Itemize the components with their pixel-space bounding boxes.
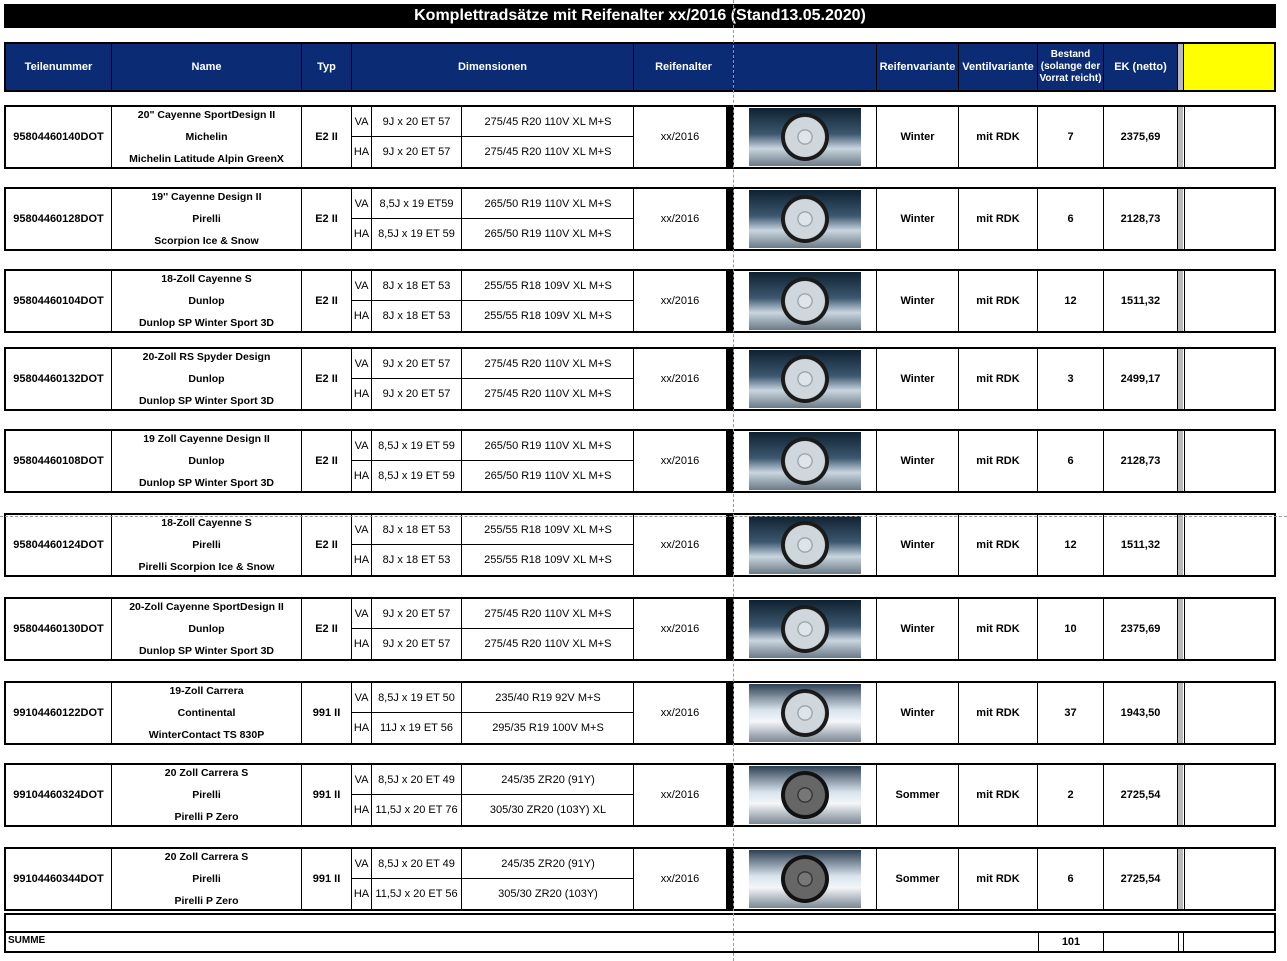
extra-cell: [1184, 683, 1274, 743]
ek-cell: 2725,54: [1104, 765, 1178, 825]
wheel-photo: [749, 190, 861, 248]
reifenvariante-cell: Winter: [877, 189, 959, 249]
rear-axle-row: [352, 629, 634, 659]
rim-size: 8J x 18 ET 53: [372, 271, 462, 301]
wheel-icon: [781, 437, 829, 485]
wheel-name: 20 Zoll Carrera S: [164, 767, 249, 779]
reifenvariante-cell: Winter: [877, 515, 959, 575]
wheel-photo: [749, 600, 861, 658]
gray-edge: [1178, 349, 1183, 409]
typ-cell: E2 II: [302, 349, 352, 409]
extra-cell: [1184, 765, 1274, 825]
typ-cell: E2 II: [302, 599, 352, 659]
bestand-cell: 12: [1038, 515, 1104, 575]
tire-brand: Pirelli: [192, 539, 221, 551]
tire-brand: Continental: [177, 707, 236, 719]
tire-model: Pirelli P Zero: [174, 811, 239, 823]
extra-cell: [1184, 515, 1274, 575]
wheel-photo: [749, 684, 861, 742]
typ-cell: E2 II: [302, 515, 352, 575]
dimensions-cell: [352, 107, 634, 167]
header-name: Name: [112, 44, 302, 90]
name-cell: [112, 107, 302, 167]
gray-edge: [1178, 849, 1183, 909]
teilenummer-cell: 99104460344DOT: [6, 849, 112, 909]
table-row: [4, 597, 1276, 661]
name-cell: [112, 271, 302, 331]
wheel-name: 20 Zoll Carrera S: [164, 851, 249, 863]
axle-label: HA: [352, 629, 372, 659]
bestand-cell: 2: [1038, 765, 1104, 825]
name-cell: [112, 849, 302, 909]
header-dimensionen: Dimensionen: [352, 44, 634, 90]
gray-edge: [1178, 515, 1183, 575]
reifenalter-cell: xx/2016: [660, 131, 700, 143]
rear-axle-row: [352, 879, 634, 909]
wheel-icon: [781, 689, 829, 737]
extra-cell: [1184, 431, 1274, 491]
reifenalter-cell: xx/2016: [660, 707, 700, 719]
tire-size: 275/45 R20 110V XL M+S: [484, 358, 612, 370]
axle-label: VA: [352, 107, 372, 137]
axle-label: VA: [352, 349, 372, 379]
tire-brand: Dunlop: [188, 623, 225, 635]
tire-size: 255/55 R18 109V XL M+S: [484, 524, 612, 536]
header-bild: [734, 44, 877, 90]
wheel-photo: [749, 766, 861, 824]
dimensions-cell: [352, 431, 634, 491]
extra-cell: [1184, 349, 1274, 409]
rim-size: 8J x 18 ET 53: [372, 545, 462, 575]
teilenummer-cell: 95804460132DOT: [6, 349, 112, 409]
ek-cell: 2128,73: [1104, 431, 1178, 491]
bestand-cell: 7: [1038, 107, 1104, 167]
front-axle-row: [352, 599, 634, 629]
reifenalter-cell: xx/2016: [660, 539, 700, 551]
typ-cell: 991 II: [302, 683, 352, 743]
table-row: [4, 187, 1276, 251]
axle-label: VA: [352, 849, 372, 879]
sum-row: [4, 913, 1276, 953]
rim-size: 11J x 19 ET 56: [372, 713, 462, 743]
rear-axle-row: [352, 461, 634, 491]
tire-brand: Pirelli: [192, 873, 221, 885]
tire-size: 255/55 R18 109V XL M+S: [484, 280, 612, 292]
name-cell: [112, 765, 302, 825]
dimensions-cell: [352, 189, 634, 249]
teilenummer-cell: 95804460124DOT: [6, 515, 112, 575]
tire-size: 295/35 R19 100V M+S: [492, 722, 604, 734]
wheel-name: 20-Zoll RS Spyder Design: [142, 351, 271, 363]
rim-size: 8,5J x 19 ET 50: [372, 683, 462, 713]
rear-axle-row: [352, 379, 634, 409]
tire-brand: Dunlop: [188, 373, 225, 385]
bestand-cell: 6: [1038, 431, 1104, 491]
front-axle-row: [352, 349, 634, 379]
bestand-cell: 3: [1038, 349, 1104, 409]
tire-model: Michelin Latitude Alpin GreenX: [129, 153, 284, 165]
image-cell: [734, 515, 877, 575]
header-teilenummer: Teilenummer: [6, 44, 112, 90]
gray-edge: [1178, 107, 1183, 167]
dimensions-cell: [352, 599, 634, 659]
wheel-icon: [781, 355, 829, 403]
rear-axle-row: [352, 795, 634, 825]
dimensions-cell: [352, 849, 634, 909]
tire-size: 275/45 R20 110V XL M+S: [484, 116, 612, 128]
bestand-cell: 6: [1038, 849, 1104, 909]
tire-size: 255/55 R18 109V XL M+S: [484, 554, 612, 566]
name-cell: [112, 349, 302, 409]
axle-label: HA: [352, 545, 372, 575]
ek-cell: 2375,69: [1104, 599, 1178, 659]
table-row: [4, 513, 1276, 577]
extra-cell: [1184, 849, 1274, 909]
table-row: [4, 347, 1276, 411]
ventilvariante-cell: mit RDK: [959, 349, 1038, 409]
rim-size: 9J x 20 ET 57: [372, 107, 462, 137]
rear-axle-row: [352, 545, 634, 575]
page-title: Komplettradsätze mit Reifenalter xx/2016 (Stand13.05.2020): [4, 4, 1276, 28]
name-cell: [112, 431, 302, 491]
rim-size: 8J x 18 ET 53: [372, 515, 462, 545]
rim-size: 8,5J x 19 ET 59: [372, 431, 462, 461]
axle-label: VA: [352, 515, 372, 545]
page-break-vertical: [733, 0, 734, 961]
axle-label: HA: [352, 379, 372, 409]
reifenalter-cell: xx/2016: [660, 295, 700, 307]
image-cell: [734, 107, 877, 167]
wheel-icon: [781, 605, 829, 653]
wheel-name: 20" Cayenne SportDesign II: [137, 109, 276, 121]
wheel-icon: [781, 771, 829, 819]
table-row: [4, 847, 1276, 911]
front-axle-row: [352, 271, 634, 301]
tire-size: 275/45 R20 110V XL M+S: [484, 638, 612, 650]
table-row: [4, 763, 1276, 827]
teilenummer-cell: 95804460140DOT: [6, 107, 112, 167]
image-cell: [734, 431, 877, 491]
reifenalter-cell: xx/2016: [660, 455, 700, 467]
ventilvariante-cell: mit RDK: [959, 849, 1038, 909]
extra-cell: [1184, 271, 1274, 331]
header-reifenalter: Reifenalter: [634, 44, 734, 90]
image-cell: [734, 189, 877, 249]
table-row: [4, 105, 1276, 169]
tire-size: 245/35 ZR20 (91Y): [501, 774, 595, 786]
gray-edge: [1178, 683, 1183, 743]
axle-label: VA: [352, 683, 372, 713]
gray-edge: [1178, 765, 1183, 825]
axle-label: VA: [352, 431, 372, 461]
rear-axle-row: [352, 137, 634, 167]
dimensions-cell: [352, 765, 634, 825]
wheel-name: 20-Zoll Cayenne SportDesign II: [129, 601, 284, 613]
dimensions-cell: [352, 683, 634, 743]
gray-edge: [1178, 431, 1183, 491]
tire-size: 265/50 R19 110V XL M+S: [484, 440, 612, 452]
table-row: [4, 681, 1276, 745]
wheel-photo: [749, 108, 861, 166]
reifenalter-cell: xx/2016: [660, 213, 700, 225]
tire-size: 265/50 R19 110V XL M+S: [484, 470, 612, 482]
tire-size: 265/50 R19 110V XL M+S: [484, 228, 612, 240]
rim-size: 8,5J x 20 ET 49: [372, 765, 462, 795]
teilenummer-cell: 95804460130DOT: [6, 599, 112, 659]
teilenummer-cell: 95804460104DOT: [6, 271, 112, 331]
typ-cell: E2 II: [302, 189, 352, 249]
wheel-photo: [749, 850, 861, 908]
tire-size: 305/30 ZR20 (103Y): [498, 888, 598, 900]
reifenvariante-cell: Winter: [877, 107, 959, 167]
axle-label: HA: [352, 219, 372, 249]
ek-cell: 2499,17: [1104, 349, 1178, 409]
extra-cell: [1184, 599, 1274, 659]
dimensions-cell: [352, 271, 634, 331]
extra-cell: [1184, 107, 1274, 167]
gray-edge: [1178, 599, 1183, 659]
image-cell: [734, 849, 877, 909]
name-cell: [112, 189, 302, 249]
rear-axle-row: [352, 301, 634, 331]
image-cell: [734, 683, 877, 743]
reifenvariante-cell: Winter: [877, 271, 959, 331]
tire-size: 275/45 R20 110V XL M+S: [484, 388, 612, 400]
image-cell: [734, 765, 877, 825]
tire-brand: Dunlop: [188, 295, 225, 307]
name-cell: [112, 599, 302, 659]
tire-brand: Pirelli: [192, 789, 221, 801]
wheel-photo: [749, 516, 861, 574]
typ-cell: E2 II: [302, 107, 352, 167]
typ-cell: 991 II: [302, 765, 352, 825]
ventilvariante-cell: mit RDK: [959, 765, 1038, 825]
rim-size: 8,5J x 19 ET59: [372, 189, 462, 219]
dimensions-cell: [352, 515, 634, 575]
table-row: [4, 429, 1276, 493]
header-highlight-cell: [1184, 44, 1274, 90]
front-axle-row: [352, 765, 634, 795]
table-header: [4, 42, 1276, 92]
axle-label: HA: [352, 137, 372, 167]
typ-cell: E2 II: [302, 431, 352, 491]
ventilvariante-cell: mit RDK: [959, 683, 1038, 743]
rim-size: 9J x 20 ET 57: [372, 379, 462, 409]
front-axle-row: [352, 515, 634, 545]
sum-label: SUMME: [8, 935, 46, 946]
ek-cell: 2725,54: [1104, 849, 1178, 909]
axle-label: VA: [352, 599, 372, 629]
reifenalter-cell: xx/2016: [660, 623, 700, 635]
header-reifenvariante: Reifenvariante: [877, 44, 959, 90]
tire-brand: Dunlop: [188, 455, 225, 467]
page-break-horizontal: [0, 516, 1287, 517]
axle-label: HA: [352, 795, 372, 825]
typ-cell: 991 II: [302, 849, 352, 909]
rim-size: 8,5J x 20 ET 49: [372, 849, 462, 879]
gray-edge: [1178, 271, 1183, 331]
sum-spacer: [6, 915, 1274, 933]
front-axle-row: [352, 431, 634, 461]
tire-model: Dunlop SP Winter Sport 3D: [138, 477, 275, 489]
tire-model: Scorpion Ice & Snow: [154, 235, 259, 247]
tire-model: Dunlop SP Winter Sport 3D: [138, 317, 275, 329]
front-axle-row: [352, 107, 634, 137]
reifenvariante-cell: Winter: [877, 683, 959, 743]
rim-size: 11,5J x 20 ET 56: [372, 879, 462, 909]
wheel-name: 19'' Cayenne Design II: [151, 191, 262, 203]
tire-size: 245/35 ZR20 (91Y): [501, 858, 595, 870]
reifenvariante-cell: Winter: [877, 349, 959, 409]
bestand-cell: 37: [1038, 683, 1104, 743]
rim-size: 9J x 20 ET 57: [372, 137, 462, 167]
teilenummer-cell: 99104460122DOT: [6, 683, 112, 743]
axle-label: HA: [352, 879, 372, 909]
header-bestand: Bestand (solange der Vorrat reicht): [1038, 44, 1104, 90]
tire-model: Dunlop SP Winter Sport 3D: [138, 645, 275, 657]
ventilvariante-cell: mit RDK: [959, 431, 1038, 491]
tire-size: 265/50 R19 110V XL M+S: [484, 198, 612, 210]
wheel-name: 18-Zoll Cayenne S: [161, 273, 252, 285]
teilenummer-cell: 95804460108DOT: [6, 431, 112, 491]
sum-gray-edge: [1178, 933, 1184, 951]
bestand-cell: 12: [1038, 271, 1104, 331]
image-cell: [734, 599, 877, 659]
reifenalter-cell: xx/2016: [660, 789, 700, 801]
wheel-name: 18-Zoll Cayenne S: [161, 517, 252, 529]
name-cell: [112, 515, 302, 575]
axle-label: HA: [352, 301, 372, 331]
wheel-icon: [781, 113, 829, 161]
tire-brand: Pirelli: [192, 213, 221, 225]
gray-edge: [1178, 189, 1183, 249]
bestand-cell: 10: [1038, 599, 1104, 659]
typ-cell: E2 II: [302, 271, 352, 331]
ek-cell: 2375,69: [1104, 107, 1178, 167]
ek-cell: 1511,32: [1104, 515, 1178, 575]
rim-size: 9J x 20 ET 57: [372, 599, 462, 629]
front-axle-row: [352, 189, 634, 219]
tire-model: Pirelli P Zero: [174, 895, 239, 907]
tire-size: 235/40 R19 92V M+S: [495, 692, 601, 704]
extra-cell: [1184, 189, 1274, 249]
ek-cell: 2128,73: [1104, 189, 1178, 249]
wheel-photo: [749, 350, 861, 408]
front-axle-row: [352, 849, 634, 879]
rim-size: 8,5J x 19 ET 59: [372, 219, 462, 249]
wheel-icon: [781, 521, 829, 569]
ek-cell: 1943,50: [1104, 683, 1178, 743]
wheel-name: 19 Zoll Cayenne Design II: [143, 433, 270, 445]
ventilvariante-cell: mit RDK: [959, 599, 1038, 659]
reifenvariante-cell: Winter: [877, 431, 959, 491]
reifenalter-cell: xx/2016: [660, 873, 700, 885]
tire-size: 255/55 R18 109V XL M+S: [484, 310, 612, 322]
tire-size: 275/45 R20 110V XL M+S: [484, 608, 612, 620]
tire-model: Pirelli Scorpion Ice & Snow: [138, 561, 275, 573]
teilenummer-cell: 95804460128DOT: [6, 189, 112, 249]
wheel-icon: [781, 855, 829, 903]
reifenvariante-cell: Sommer: [877, 849, 959, 909]
rim-size: 8,5J x 19 ET 59: [372, 461, 462, 491]
rim-size: 9J x 20 ET 57: [372, 629, 462, 659]
rim-size: 11,5J x 20 ET 76: [372, 795, 462, 825]
reifenvariante-cell: Winter: [877, 599, 959, 659]
wheel-icon: [781, 277, 829, 325]
tire-model: WinterContact TS 830P: [148, 729, 265, 741]
tire-model: Dunlop SP Winter Sport 3D: [138, 395, 275, 407]
sum-total: 101: [1038, 933, 1104, 951]
wheel-photo: [749, 432, 861, 490]
rim-size: 9J x 20 ET 57: [372, 349, 462, 379]
image-cell: [734, 349, 877, 409]
axle-label: HA: [352, 461, 372, 491]
ventilvariante-cell: mit RDK: [959, 515, 1038, 575]
teilenummer-cell: 99104460324DOT: [6, 765, 112, 825]
front-axle-row: [352, 683, 634, 713]
ventilvariante-cell: mit RDK: [959, 189, 1038, 249]
axle-label: VA: [352, 189, 372, 219]
tire-size: 275/45 R20 110V XL M+S: [484, 146, 612, 158]
axle-label: HA: [352, 713, 372, 743]
image-cell: [734, 271, 877, 331]
axle-label: VA: [352, 765, 372, 795]
ventilvariante-cell: mit RDK: [959, 107, 1038, 167]
wheel-name: 19-Zoll Carrera: [169, 685, 244, 697]
header-typ: Typ: [302, 44, 352, 90]
bestand-cell: 6: [1038, 189, 1104, 249]
ek-cell: 1511,32: [1104, 271, 1178, 331]
header-ventilvariante: Ventilvariante: [959, 44, 1038, 90]
tire-size: 305/30 ZR20 (103Y) XL: [489, 804, 607, 816]
rear-axle-row: [352, 713, 634, 743]
name-cell: [112, 683, 302, 743]
ventilvariante-cell: mit RDK: [959, 271, 1038, 331]
rear-axle-row: [352, 219, 634, 249]
dimensions-cell: [352, 349, 634, 409]
reifenalter-cell: xx/2016: [660, 373, 700, 385]
wheel-photo: [749, 272, 861, 330]
header-ek: EK (netto): [1104, 44, 1178, 90]
table-row: [4, 269, 1276, 333]
wheel-icon: [781, 195, 829, 243]
tire-brand: Michelin: [185, 131, 228, 143]
rim-size: 8J x 18 ET 53: [372, 301, 462, 331]
axle-label: VA: [352, 271, 372, 301]
reifenvariante-cell: Sommer: [877, 765, 959, 825]
